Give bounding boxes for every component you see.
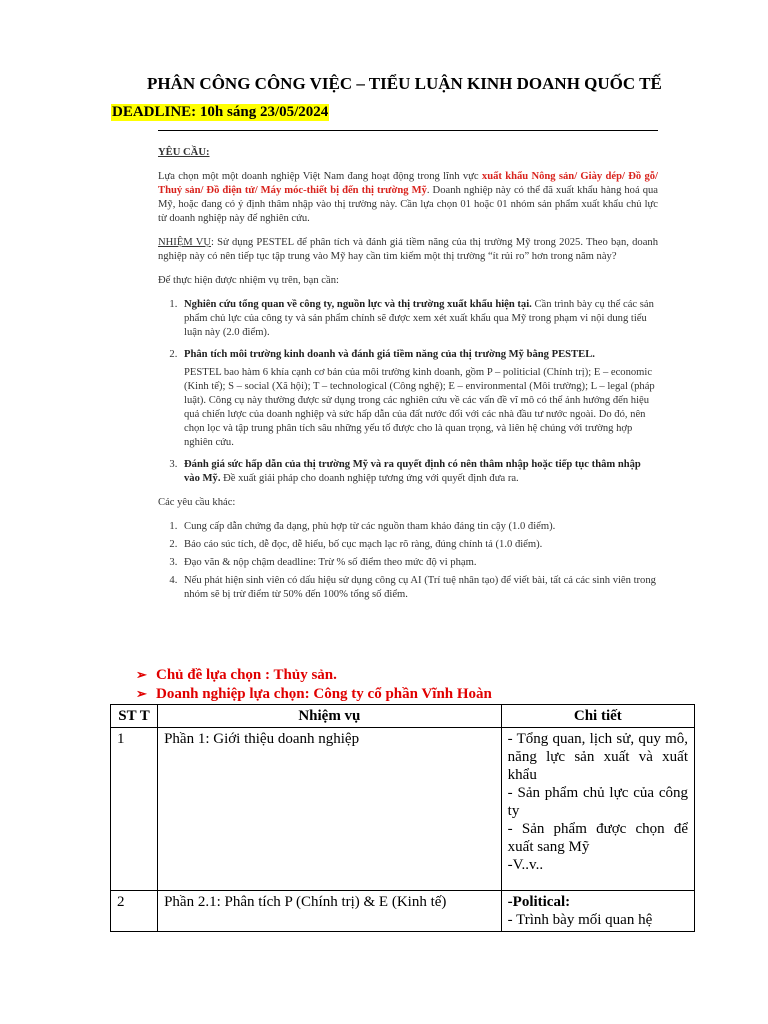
other-intro: Các yêu cầu khác: <box>158 497 236 508</box>
other-item: 4. Nếu phát hiện sinh viên có dấu hiệu sử dụng công cụ AI (Trí tuệ nhân tạo) để viết bài, tất cả các sinh viên trong nhóm sẽ bị trừ điểm từ 50% đến 100% tổng số điểm. <box>180 574 658 602</box>
sectors-highlight: xuất khẩu Nông sản/ Giày dép/ Đồ gỗ/ Thuỷ sản/ Đồ điện tử/ Máy móc-thiết bị đến thị trường Mỹ <box>158 171 659 196</box>
task-item: 2. Phân tích môi trường kinh doanh và đánh giá tiềm năng của thị trường Mỹ bằng PESTEL. PESTEL bao hàm 6 khía cạnh cơ bản của môi trường kinh doanh, gồm P – politicial (Chính trị); E – economic (Kinh tế); S – social (Xã hội); T – technological (Công nghệ); E – environmental (Môi trường); L – legal (pháp luật). Công cụ này thường được sử dụng trong các nghiên cứu về các vấn đề vĩ mô có thể ảnh hưởng đến hiệu quả chiến lược của doanh nghiệp và sức hấp dẫn của đất nước đối với các nhà đầu tư nước ngoài. Do đó, nên chọn lọc và tập trung phân tích sâu những yếu tố được cho là quan trọng, và liên hệ chúng với trường hợp nghiên cứu. <box>180 348 658 450</box>
other-item: 3. Đạo văn & nộp chậm deadline: Trừ % số điểm theo mức độ vi phạm. <box>180 556 658 570</box>
table-row <box>111 728 695 891</box>
task-item: 3. Đánh giá sức hấp dẫn của thị trường Mỹ và ra quyết định có nên thâm nhập hoặc tiếp tục thâm nhập vào Mỹ. Đề xuất giải pháp cho doanh nghiệp tương ứng với quyết định đưa ra. <box>180 458 658 486</box>
divider <box>158 130 658 131</box>
pestel-paragraph: PESTEL bao hàm 6 khía cạnh cơ bản của môi trường kinh doanh, gồm P – politicial (Chính trị); E – economic (Kinh tế); S – social (Xã hội); T – technological (Công nghệ); E – environmental (Môi trường); L – legal (pháp luật). Công cụ này thường được sử dụng trong các nghiên cứu về các vấn đề vĩ mô có thể ảnh hưởng đến hiệu quả chiến lược của doanh nghiệp và sức hấp dẫn của đất nước đối với các nhà đầu tư nước ngoài. Do đó, nên chọn lọc và tập trung phân tích sâu những yếu tố được cho là quan trọng, và liên hệ chúng với trường hợp nghiên cứu. <box>184 367 655 448</box>
header-task: Nhiệm vụ <box>158 705 502 728</box>
other-item: 2. Báo cáo súc tích, dễ đọc, dễ hiểu, bố cục mạch lạc rõ ràng, đúng chính tả (1.0 điểm). <box>180 538 658 552</box>
requirements-heading: YÊU CẦU: <box>158 147 210 158</box>
topic-choice: ➢ Chủ đề lựa chọn : Thủy sản. <box>136 667 337 683</box>
task-item: 1. Nghiên cứu tổng quan về công ty, nguồn lực và thị trường xuất khẩu hiện tại. Cần trình bày cụ thể các sản phẩm chủ lực của công ty và sản phẩm chính sẽ được xem xét xuất khẩu qua Mỹ trong phạm vi nội dung tiểu luận này (2.0 điểm). <box>180 298 658 340</box>
header-stt: ST T <box>111 705 158 728</box>
other-item: 1. Cung cấp dẫn chứng đa dạng, phù hợp từ các nguồn tham khảo đáng tin cậy (1.0 điểm). <box>180 520 658 534</box>
cell-stt: 2 <box>111 891 158 932</box>
deadline-banner: DEADLINE: 10h sáng 23/05/2024 <box>112 104 329 120</box>
todo-intro: Để thực hiện được nhiệm vụ trên, bạn cần: <box>158 275 339 286</box>
cell-detail: -Political: - Trình bày mối quan hệ <box>501 891 694 932</box>
cell-stt: 1 <box>111 728 158 891</box>
arrow-bullet-icon: ➢ <box>136 686 147 701</box>
cell-task: Phần 2.1: Phân tích P (Chính trị) & E (Kinh tế) <box>158 891 502 932</box>
header-detail: Chi tiết <box>501 705 694 728</box>
cell-task: Phần 1: Giới thiệu doanh nghiệp <box>158 728 502 891</box>
other-requirements-list <box>158 520 658 602</box>
mission-label: NHIỆM VỤ <box>158 237 212 248</box>
assignment-table <box>110 704 695 932</box>
company-choice: ➢ Doanh nghiệp lựa chọn: Công ty cổ phần Vĩnh Hoàn <box>136 686 492 702</box>
table-header-row <box>111 705 695 728</box>
requirements-image <box>158 146 658 612</box>
document-title: PHÂN CÔNG CÔNG VIỆC – TIỂU LUẬN KINH DOANH QUỐC TẾ <box>147 74 662 93</box>
cell-detail: - Tổng quan, lịch sử, quy mô, năng lực sản xuất và xuất khẩu - Sản phẩm chủ lực của công ty - Sản phẩm được chọn để xuất sang Mỹ -V..v.. <box>501 728 694 891</box>
task-list <box>158 298 658 486</box>
arrow-bullet-icon: ➢ <box>136 667 147 682</box>
table-row <box>111 891 695 932</box>
requirements-intro: Lựa chọn một một doanh nghiệp Việt Nam đang hoạt động trong lĩnh vực xuất khẩu Nông sản/ Giày dép/ Đồ gỗ/ Thuỷ sản/ Đồ điện tử/ Máy móc-thiết bị đến thị trường Mỹ. Doanh nghiệp này có thể đã xuất khẩu hàng hoá qua Mỹ, hoặc đang có ý định thâm nhập vào thị trường này. Cần lựa chọn 01 hoặc 01 nhóm sản phẩm xuất khẩu chủ lực từ doanh nghiệp này để nghiên cứu. <box>158 171 659 224</box>
mission-paragraph: NHIỆM VỤ: Sử dụng PESTEL để phân tích và đánh giá tiềm năng của thị trường Mỹ trong 2025. Theo bạn, doanh nghiệp này có nên tiếp tục tập trung vào Mỹ hay cần tìm kiếm một thị trường “ít rủi ro” hơn trong năm này? <box>158 237 658 262</box>
